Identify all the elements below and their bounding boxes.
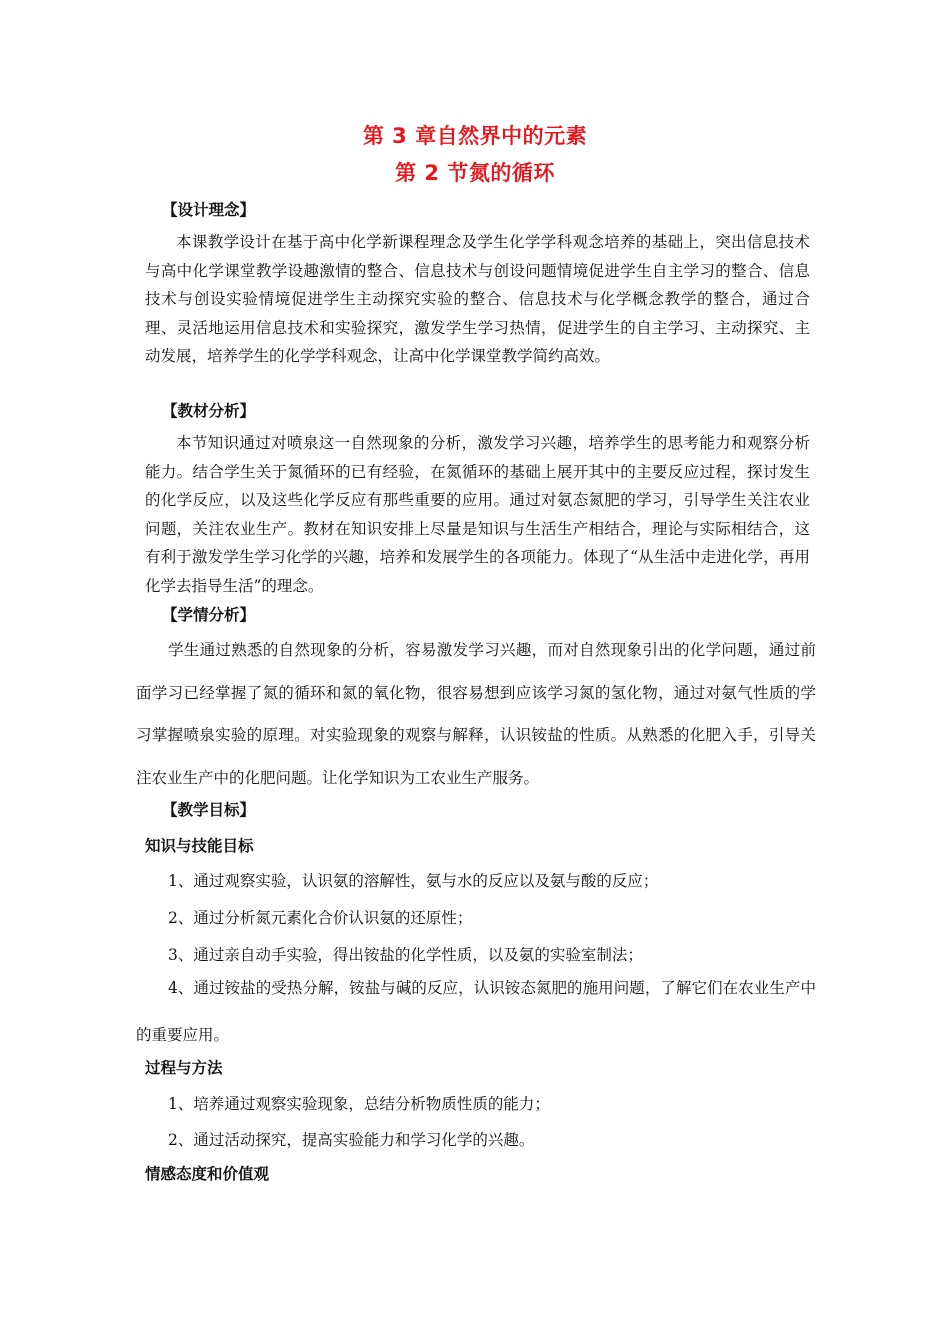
- student-analysis-paragraph: 学生通过熟悉的自然现象的分析，容易激发学习兴趣，而对自然现象引出的化学问题，通过前面学习已经掌握了氮的循环和氮的氧化物，很容易想到应该学习氮的氢化物，通过对氨气性质的学习掌握喷泉实验的原理。对实验现象的观察与解释，认识铵盐的性质。从熟悉的化肥入手，引导关注农业生产中的化肥问题。让化学知识为工农业生产服务。: [136, 641, 816, 788]
- knowledge-item: 4、通过铵盐的受热分解，铵盐与碱的反应，认识铵态氮肥的施用问题，了解它们在农业生产中的重要应用。: [136, 979, 816, 1044]
- textbook-analysis-heading: 【教材分析】: [162, 402, 256, 420]
- design-concept-paragraph: 本课教学设计在基于高中化学新课程理念及学生化学学科观念培养的基础上，突出信息技术与高中化学课堂教学设趣激情的整合、信息技术与创设问题情境促进学生自主学习的整合、信息技术与创设实验情境促进学生主动探究实验的整合、信息技术与化学概念教学的整合，通过合理、灵活地运用信息技术和实验探究，激发学生学习热情，促进学生的自主学习、主动探究、主动发展，培养学生的化学学科观念，让高中化学课堂教学简约高效。: [145, 233, 810, 365]
- chapter-title: 第 3 章自然界中的元素: [362, 124, 588, 148]
- knowledge-item: 2、通过分析氮元素化合价认识氨的还原性；: [168, 909, 473, 927]
- knowledge-item: 1、通过观察实验，认识氨的溶解性，氨与水的反应以及氨与酸的反应；: [168, 872, 659, 890]
- emotion-values-heading: 情感态度和价值观: [145, 1165, 270, 1183]
- teaching-goals-heading: 【教学目标】: [162, 801, 256, 819]
- textbook-analysis-paragraph: 本节知识通过对喷泉这一自然现象的分析，激发学习兴趣，培养学生的思考能力和观察分析能力。结合学生关于氮循环的已有经验，在氮循环的基础上展开其中的主要反应过程，探讨发生的化学反应，以及这些化学反应有那些重要的应用。通过对氨态氮肥的学习，引导学生关注农业问题，关注农业生产。教材在知识安排上尽量是知识与生活生产相结合，理论与实际相结合，这有利于激发学生学习化学的兴趣，培养和发展学生的各项能力。体现了“从生活中走进化学，再用化学去指导生活”的理念。: [145, 434, 810, 595]
- process-methods-heading: 过程与方法: [145, 1059, 223, 1077]
- knowledge-item: 3、通过亲自动手实验，得出铵盐的化学性质，以及氨的实验室制法；: [168, 946, 643, 964]
- knowledge-skills-heading: 知识与技能目标: [145, 837, 254, 855]
- process-item: 1、培养通过观察实验现象，总结分析物质性质的能力；: [168, 1095, 550, 1113]
- process-item: 2、通过活动探究，提高实验能力和学习化学的兴趣。: [168, 1131, 535, 1149]
- design-concept-heading: 【设计理念】: [162, 201, 256, 219]
- section-title: 第 2 节氮的循环: [395, 161, 555, 185]
- student-analysis-heading: 【学情分析】: [162, 606, 256, 624]
